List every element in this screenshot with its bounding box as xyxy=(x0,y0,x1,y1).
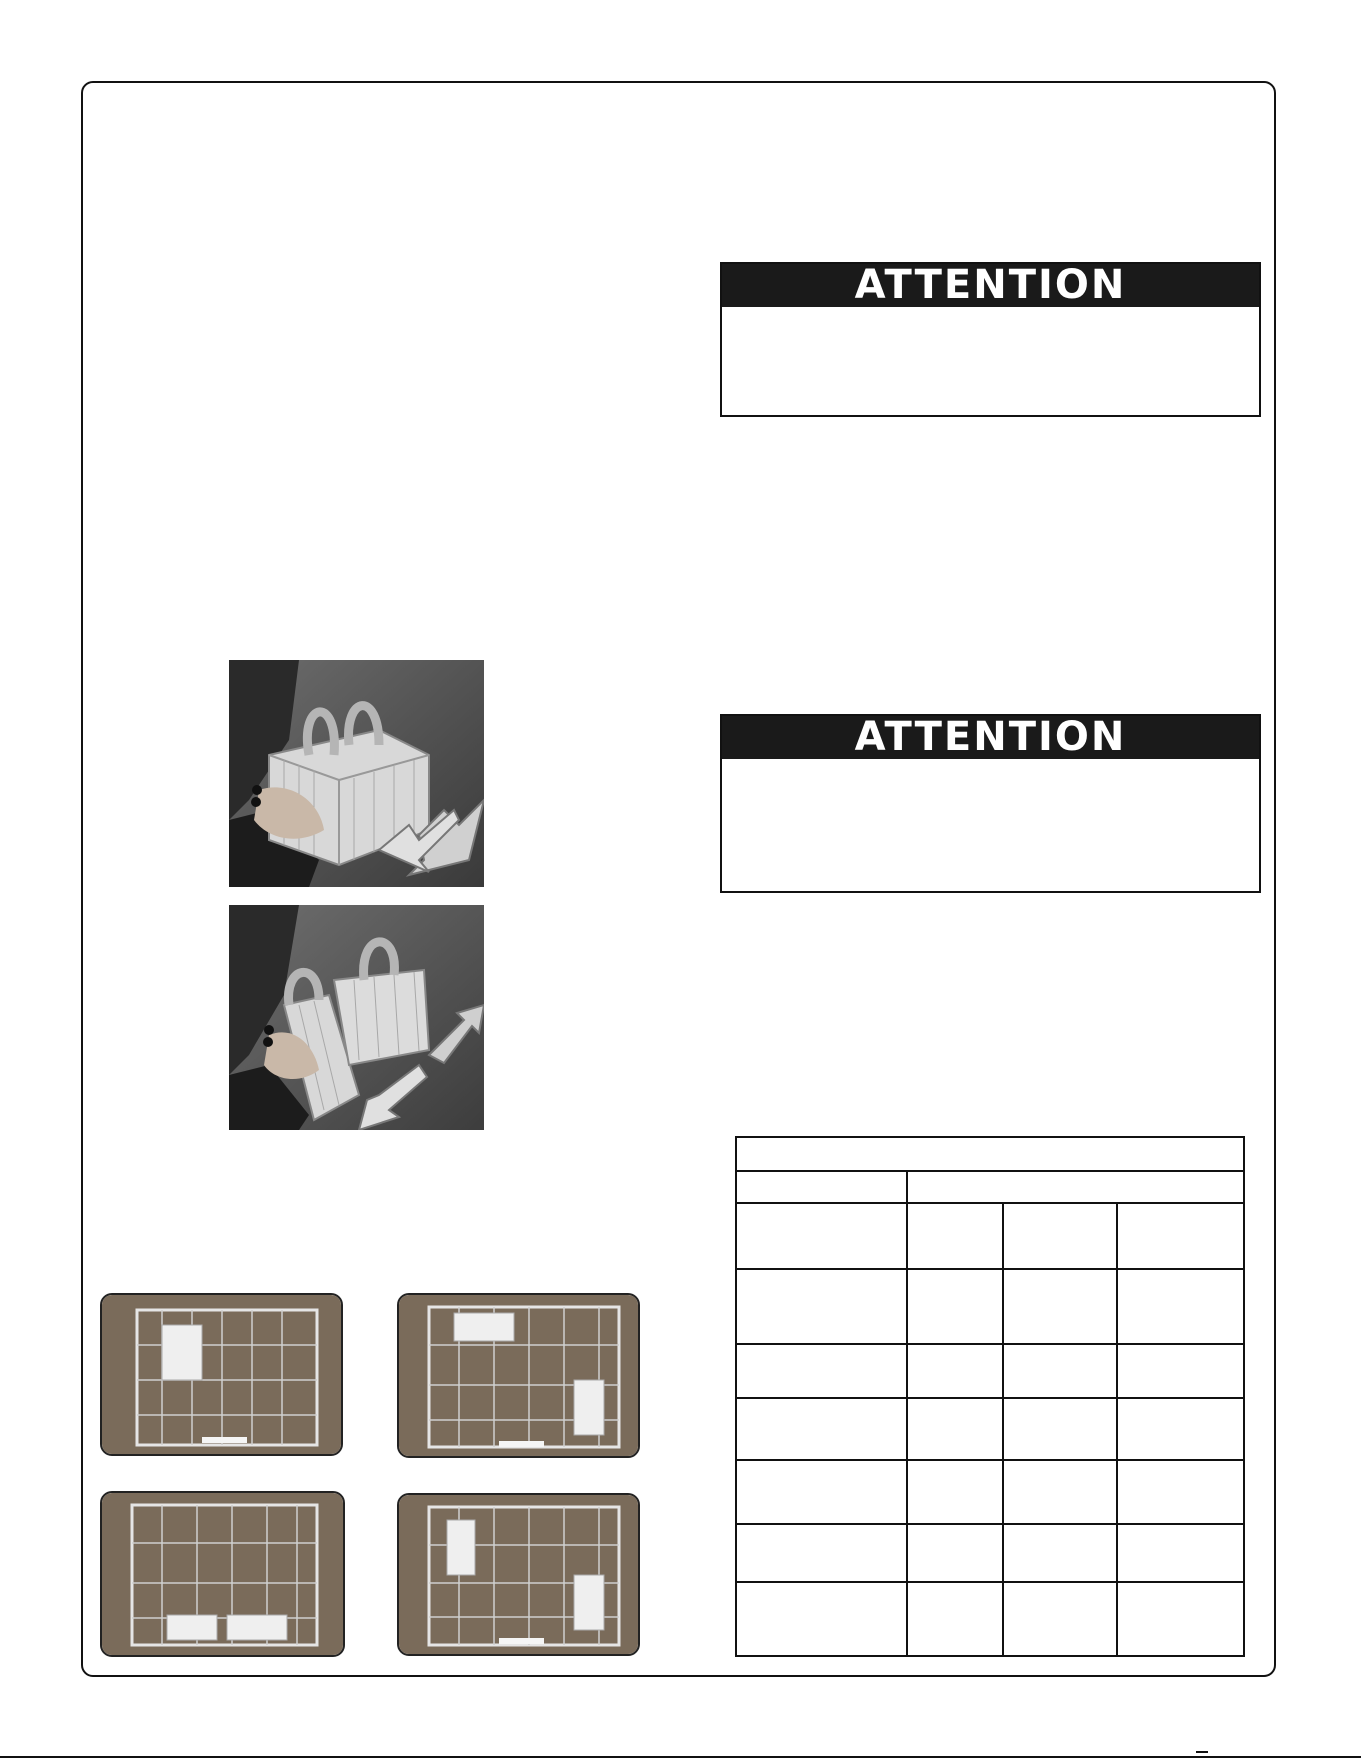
table-title-cell xyxy=(736,1137,1244,1171)
table-cell xyxy=(1003,1203,1117,1269)
table-cell xyxy=(736,1582,907,1656)
table-cell xyxy=(907,1460,1003,1523)
table-cell xyxy=(736,1344,907,1398)
table-cell xyxy=(1003,1460,1117,1523)
rack-photo-2 xyxy=(397,1293,640,1458)
rack-photo-1 xyxy=(100,1293,343,1456)
usage-table xyxy=(735,1136,1245,1657)
table-header-cell xyxy=(907,1171,1244,1203)
table-cell xyxy=(907,1344,1003,1398)
basket-photo-separated xyxy=(229,905,484,1130)
table-cell xyxy=(1117,1524,1244,1582)
rack-photo-4 xyxy=(397,1493,640,1656)
table-cell xyxy=(736,1203,907,1269)
table-cell xyxy=(907,1203,1003,1269)
table-cell xyxy=(1117,1460,1244,1523)
rack-photo-3 xyxy=(100,1491,345,1657)
attention-title-2: ATTENTION xyxy=(722,716,1259,759)
table-cell xyxy=(1003,1269,1117,1344)
table-cell xyxy=(1003,1524,1117,1582)
table-cell xyxy=(1117,1269,1244,1344)
table-cell xyxy=(1117,1203,1244,1269)
table-cell xyxy=(1117,1344,1244,1398)
table-cell xyxy=(736,1524,907,1582)
table-cell xyxy=(736,1269,907,1344)
attention-title-1: ATTENTION xyxy=(722,264,1259,307)
table-cell xyxy=(907,1582,1003,1656)
attention-box-1 xyxy=(720,262,1261,417)
table-cell xyxy=(1117,1582,1244,1656)
basket-photo-joined xyxy=(229,660,484,887)
table-cell xyxy=(1003,1344,1117,1398)
table-cell xyxy=(907,1398,1003,1460)
table-cell xyxy=(736,1398,907,1460)
attention-box-2 xyxy=(720,714,1261,893)
table-cell xyxy=(907,1269,1003,1344)
corner-mark xyxy=(1196,1751,1208,1753)
table-cell xyxy=(1003,1398,1117,1460)
page-bottom-rule xyxy=(0,1756,1361,1758)
table-cell xyxy=(907,1524,1003,1582)
table-cell xyxy=(736,1460,907,1523)
table-cell xyxy=(1117,1398,1244,1460)
table-header-cell xyxy=(736,1171,907,1203)
table-cell xyxy=(1003,1582,1117,1656)
